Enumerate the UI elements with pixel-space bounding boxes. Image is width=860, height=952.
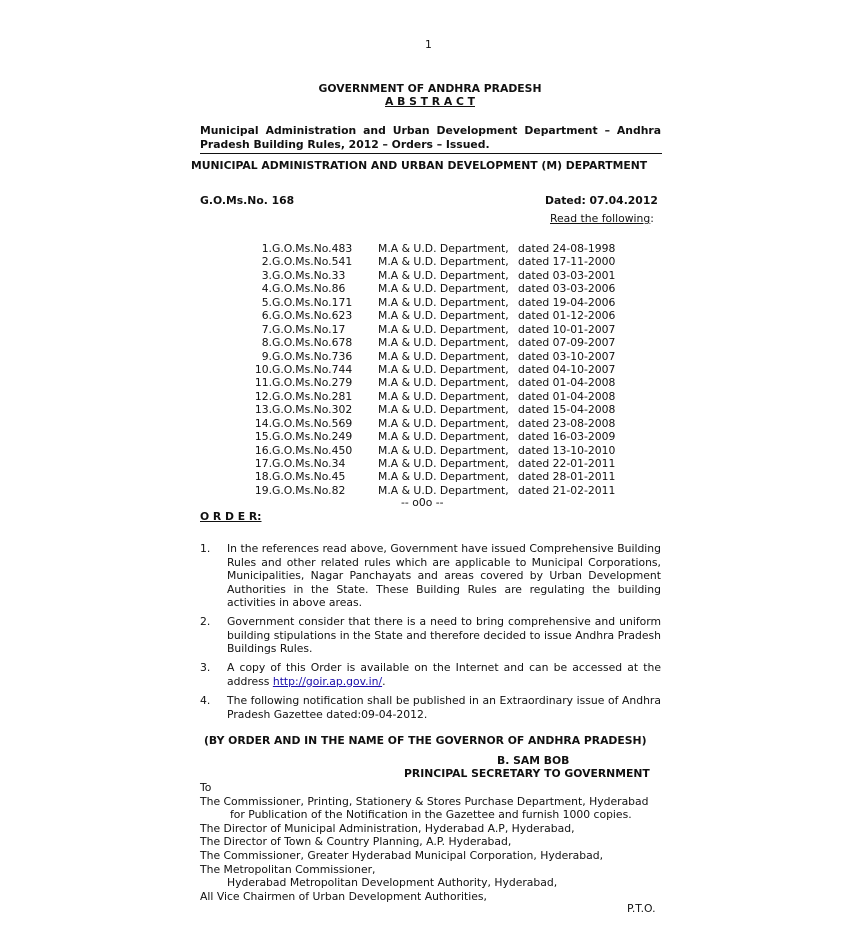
reference-department: M.A & U.D. Department, [378, 282, 509, 296]
reference-go-number: G.O.Ms.No.281 [272, 389, 353, 403]
reference-department: M.A & U.D. Department, [378, 255, 509, 269]
reference-go-number: G.O.Ms.No.450 [272, 443, 353, 457]
separator: -- o0o -- [401, 496, 444, 509]
reference-date: dated 19-04-2006 [518, 295, 616, 309]
reference-number: 19. [254, 483, 272, 497]
reference-number: 10. [254, 362, 272, 376]
reference-date: dated 10-01-2007 [518, 322, 616, 336]
paragraph-text: A copy of this Order is available on the Internet and can be accessed at the address http://goir.ap.gov.in/. [227, 661, 661, 688]
subject-rule [200, 153, 662, 154]
reference-department: M.A & U.D. Department, [378, 443, 509, 457]
reference-date: dated 16-03-2009 [518, 430, 616, 444]
reference-go-number: G.O.Ms.No.302 [272, 403, 353, 417]
reference-item [254, 255, 615, 268]
reference-number: 5. [261, 295, 272, 309]
reference-item [254, 363, 615, 376]
reference-department: M.A & U.D. Department, [378, 483, 509, 497]
recipient-line: All Vice Chairmen of Urban Development Authorities, [200, 889, 487, 903]
reference-number: 1. [261, 242, 272, 255]
order-date: Dated: 07.04.2012 [545, 194, 658, 207]
reference-date: dated 03-10-2007 [518, 349, 616, 363]
pto-note: P.T.O. [627, 902, 656, 915]
reference-date: dated 01-04-2008 [518, 376, 616, 390]
recipients-to: To [200, 781, 212, 794]
reference-department: M.A & U.D. Department, [378, 403, 509, 417]
reference-item [254, 376, 615, 389]
reference-department: M.A & U.D. Department, [378, 242, 509, 255]
reference-number: 15. [254, 430, 272, 444]
reference-date: dated 24-08-1998 [518, 242, 616, 255]
recipient-line: The Metropolitan Commissioner, [200, 862, 376, 876]
reference-department: M.A & U.D. Department, [378, 470, 509, 484]
reference-item [254, 296, 615, 309]
paragraph-number: 1. [200, 542, 211, 555]
reference-number: 17. [254, 457, 272, 470]
reference-number: 18. [254, 470, 272, 484]
reference-item [254, 309, 615, 322]
reference-item [254, 350, 615, 363]
reference-department: M.A & U.D. Department, [378, 295, 509, 309]
reference-department: M.A & U.D. Department, [378, 376, 509, 390]
reference-go-number: G.O.Ms.No.623 [272, 309, 353, 323]
reference-go-number: G.O.Ms.No.736 [272, 349, 353, 363]
reference-item [254, 403, 615, 416]
recipient-line: The Director of Town & Country Planning, A.P. Hyderabad, [200, 835, 512, 849]
department-heading: MUNICIPAL ADMINISTRATION AND URBAN DEVELOPMENT (M) DEPARTMENT [191, 159, 648, 172]
reference-go-number: G.O.Ms.No.45 [272, 470, 346, 484]
reference-department: M.A & U.D. Department, [378, 416, 509, 430]
reference-go-number: G.O.Ms.No.86 [272, 282, 346, 296]
reference-date: dated 17-11-2000 [518, 255, 616, 269]
reference-item [254, 242, 615, 255]
reference-item [254, 430, 615, 443]
by-order-line: (BY ORDER AND IN THE NAME OF THE GOVERNOR OF ANDHRA PRADESH) [204, 734, 647, 747]
reference-date: dated 15-04-2008 [518, 403, 616, 417]
reference-go-number: G.O.Ms.No.541 [272, 255, 353, 269]
signatory-title: PRINCIPAL SECRETARY TO GOVERNMENT [404, 767, 650, 780]
reference-item [254, 444, 615, 457]
order-paragraph-3 [200, 661, 661, 691]
order-paragraph-4 [200, 694, 661, 724]
reference-number: 16. [254, 443, 272, 457]
order-paragraph-2 [200, 615, 661, 657]
reference-go-number: G.O.Ms.No.82 [272, 483, 346, 497]
reference-item [254, 457, 615, 470]
paragraph-text: The following notification shall be published in an Extraordinary issue of Andhra Pradesh Gazettee dated:09-04-2012. [227, 694, 661, 721]
reference-department: M.A & U.D. Department, [378, 389, 509, 403]
reference-item [254, 417, 615, 430]
paragraph-number: 3. [200, 661, 211, 674]
reference-number: 7. [261, 322, 272, 336]
paragraph-number: 4. [200, 694, 211, 707]
read-the-following: Read the following: [550, 212, 654, 225]
reference-item [254, 390, 615, 403]
references-list [254, 242, 615, 497]
reference-go-number: G.O.Ms.No.249 [272, 430, 353, 444]
paragraph-text: In the references read above, Government have issued Comprehensive Building Rules and other related rules which are applicable to Municipal Corporations, Municipalities, Nagar Panchayats and areas covered by Urban Development Authorities in the State. These Building Rules are regulating the building activities in above areas. [227, 542, 661, 609]
reference-number: 14. [254, 416, 272, 430]
order-heading: O R D E R: [200, 510, 262, 523]
reference-date: dated 23-08-2008 [518, 416, 616, 430]
signatory-name: B. SAM BOB [497, 754, 570, 767]
reference-department: M.A & U.D. Department, [378, 309, 509, 323]
recipient-line: Hyderabad Metropolitan Development Authority, Hyderabad, [227, 876, 558, 890]
reference-date: dated 21-02-2011 [518, 483, 616, 497]
reference-go-number: G.O.Ms.No.569 [272, 416, 353, 430]
reference-item [254, 470, 615, 483]
goir-link[interactable]: http://goir.ap.gov.in/ [272, 674, 383, 688]
reference-date: dated 03-03-2001 [518, 268, 616, 282]
recipient-line: The Commissioner, Greater Hyderabad Municipal Corporation, Hyderabad, [200, 848, 604, 862]
reference-number: 11. [254, 376, 272, 390]
reference-department: M.A & U.D. Department, [378, 349, 509, 363]
recipients-block [200, 781, 649, 903]
reference-department: M.A & U.D. Department, [378, 336, 509, 350]
reference-number: 9. [261, 349, 272, 363]
reference-go-number: G.O.Ms.No.678 [272, 336, 353, 350]
reference-date: dated 07-09-2007 [518, 336, 616, 350]
paragraph-number: 2. [200, 615, 211, 628]
reference-department: M.A & U.D. Department, [378, 268, 509, 282]
reference-item [254, 323, 615, 336]
government-heading: GOVERNMENT OF ANDHRA PRADESH [318, 82, 542, 95]
reference-go-number: G.O.Ms.No.744 [272, 362, 353, 376]
subject-line-1: Municipal Administration and Urban Development Department – Andhra [200, 124, 661, 137]
reference-item [254, 269, 615, 282]
reference-go-number: G.O.Ms.No.279 [272, 376, 353, 390]
reference-number: 4. [261, 282, 272, 296]
reference-item [254, 282, 615, 295]
reference-date: dated 22-01-2011 [518, 457, 616, 470]
reference-number: 3. [261, 268, 272, 282]
reference-number: 8. [261, 336, 272, 350]
reference-go-number: G.O.Ms.No.17 [272, 322, 346, 336]
page-number: 1 [425, 38, 432, 51]
abstract-heading: A B S T R A C T [385, 95, 475, 108]
reference-date: dated 28-01-2011 [518, 470, 616, 484]
reference-go-number: G.O.Ms.No.483 [272, 242, 353, 255]
reference-number: 13. [254, 403, 272, 417]
reference-date: dated 04-10-2007 [518, 362, 616, 376]
reference-department: M.A & U.D. Department, [378, 430, 509, 444]
reference-number: 6. [261, 309, 272, 323]
reference-item [254, 336, 615, 349]
reference-department: M.A & U.D. Department, [378, 457, 509, 470]
reference-date: dated 01-12-2006 [518, 309, 616, 323]
reference-department: M.A & U.D. Department, [378, 322, 509, 336]
recipient-line: The Director of Municipal Administration, Hyderabad A.P, Hyderabad, [200, 821, 575, 835]
reference-date: dated 13-10-2010 [518, 443, 616, 457]
recipient-line: The Commissioner, Printing, Stationery & Stores Purchase Department, Hyderabad [200, 794, 649, 808]
paragraph-text: Government consider that there is a need to bring comprehensive and uniform building stipulations in the State and therefore decided to issue Andhra Pradesh Buildings Rules. [227, 615, 661, 655]
reference-go-number: G.O.Ms.No.171 [272, 295, 353, 309]
reference-number: 12. [254, 389, 272, 403]
reference-date: dated 03-03-2006 [518, 282, 616, 296]
go-number: G.O.Ms.No. 168 [200, 194, 295, 207]
subject-line-2: Pradesh Building Rules, 2012 – Orders – Issued. [200, 138, 490, 151]
recipient-line: for Publication of the Notification in the Gazettee and furnish 1000 copies. [230, 808, 632, 822]
reference-date: dated 01-04-2008 [518, 389, 616, 403]
order-paragraph-1 [200, 542, 661, 612]
reference-department: M.A & U.D. Department, [378, 362, 509, 376]
reference-number: 2. [261, 255, 272, 269]
reference-go-number: G.O.Ms.No.33 [272, 268, 346, 282]
reference-go-number: G.O.Ms.No.34 [272, 457, 346, 470]
